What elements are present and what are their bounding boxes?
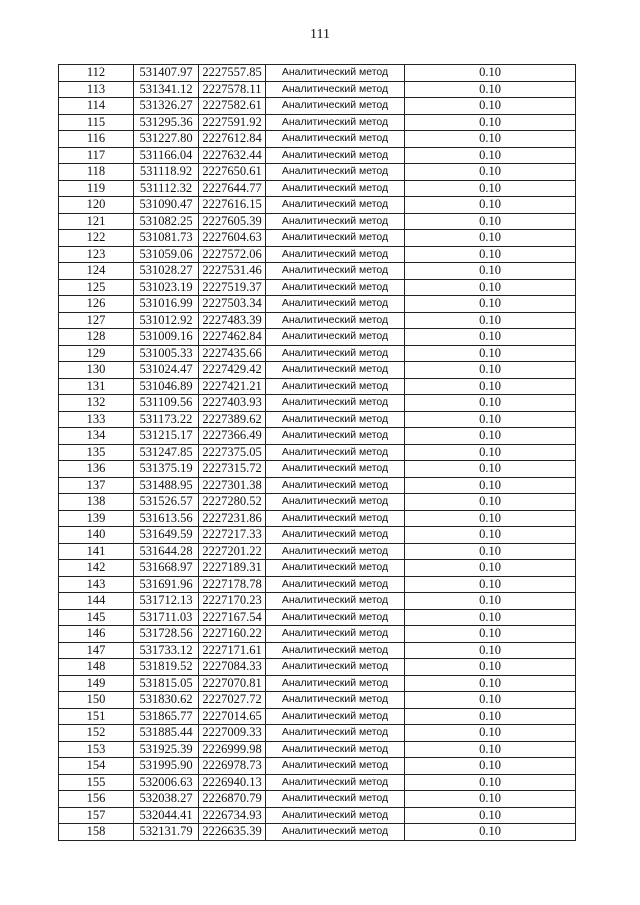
- accuracy-cell: 0.10: [405, 774, 576, 791]
- y-coordinate-cell: 2227027.72: [199, 692, 266, 709]
- point-number-cell: 133: [59, 411, 134, 428]
- x-coordinate-cell: 531649.59: [134, 527, 199, 544]
- point-number-cell: 152: [59, 725, 134, 742]
- y-coordinate-cell: 2227084.33: [199, 659, 266, 676]
- point-number-cell: 117: [59, 147, 134, 164]
- point-number-cell: 158: [59, 824, 134, 841]
- accuracy-cell: 0.10: [405, 296, 576, 313]
- point-number-cell: 118: [59, 164, 134, 181]
- table-row: [59, 197, 576, 214]
- y-coordinate-cell: 2227557.85: [199, 65, 266, 82]
- y-coordinate-cell: 2226870.79: [199, 791, 266, 808]
- point-number-cell: 148: [59, 659, 134, 676]
- x-coordinate-cell: 532044.41: [134, 807, 199, 824]
- accuracy-cell: 0.10: [405, 197, 576, 214]
- method-cell: Аналитический метод: [266, 362, 405, 379]
- method-cell: Аналитический метод: [266, 329, 405, 346]
- method-cell: Аналитический метод: [266, 411, 405, 428]
- accuracy-cell: 0.10: [405, 279, 576, 296]
- accuracy-cell: 0.10: [405, 626, 576, 643]
- table-row: [59, 279, 576, 296]
- y-coordinate-cell: 2227301.38: [199, 477, 266, 494]
- accuracy-cell: 0.10: [405, 230, 576, 247]
- method-cell: Аналитический метод: [266, 65, 405, 82]
- accuracy-cell: 0.10: [405, 791, 576, 808]
- table-row: [59, 428, 576, 445]
- x-coordinate-cell: 531295.36: [134, 114, 199, 131]
- accuracy-cell: 0.10: [405, 98, 576, 115]
- table-row: [59, 692, 576, 709]
- table-row: [59, 642, 576, 659]
- accuracy-cell: 0.10: [405, 114, 576, 131]
- point-number-cell: 155: [59, 774, 134, 791]
- accuracy-cell: 0.10: [405, 692, 576, 709]
- y-coordinate-cell: 2227591.92: [199, 114, 266, 131]
- table-row: [59, 329, 576, 346]
- accuracy-cell: 0.10: [405, 675, 576, 692]
- method-cell: Аналитический метод: [266, 378, 405, 395]
- x-coordinate-cell: 531118.92: [134, 164, 199, 181]
- method-cell: Аналитический метод: [266, 543, 405, 560]
- point-number-cell: 149: [59, 675, 134, 692]
- table-row: [59, 758, 576, 775]
- table-row: [59, 774, 576, 791]
- method-cell: Аналитический метод: [266, 428, 405, 445]
- method-cell: Аналитический метод: [266, 98, 405, 115]
- y-coordinate-cell: 2227572.06: [199, 246, 266, 263]
- point-number-cell: 151: [59, 708, 134, 725]
- accuracy-cell: 0.10: [405, 527, 576, 544]
- y-coordinate-cell: 2226999.98: [199, 741, 266, 758]
- method-cell: Аналитический метод: [266, 675, 405, 692]
- point-number-cell: 115: [59, 114, 134, 131]
- x-coordinate-cell: 531341.12: [134, 81, 199, 98]
- table-row: [59, 246, 576, 263]
- x-coordinate-cell: 531644.28: [134, 543, 199, 560]
- method-cell: Аналитический метод: [266, 477, 405, 494]
- method-cell: Аналитический метод: [266, 461, 405, 478]
- point-number-cell: 131: [59, 378, 134, 395]
- accuracy-cell: 0.10: [405, 461, 576, 478]
- accuracy-cell: 0.10: [405, 824, 576, 841]
- y-coordinate-cell: 2226635.39: [199, 824, 266, 841]
- method-cell: Аналитический метод: [266, 444, 405, 461]
- y-coordinate-cell: 2227231.86: [199, 510, 266, 527]
- point-number-cell: 132: [59, 395, 134, 412]
- table-row: [59, 560, 576, 577]
- accuracy-cell: 0.10: [405, 395, 576, 412]
- point-number-cell: 124: [59, 263, 134, 280]
- x-coordinate-cell: 531925.39: [134, 741, 199, 758]
- x-coordinate-cell: 531407.97: [134, 65, 199, 82]
- method-cell: Аналитический метод: [266, 494, 405, 511]
- method-cell: Аналитический метод: [266, 395, 405, 412]
- method-cell: Аналитический метод: [266, 725, 405, 742]
- method-cell: Аналитический метод: [266, 576, 405, 593]
- method-cell: Аналитический метод: [266, 659, 405, 676]
- x-coordinate-cell: 531885.44: [134, 725, 199, 742]
- point-number-cell: 142: [59, 560, 134, 577]
- table-row: [59, 131, 576, 148]
- x-coordinate-cell: 531028.27: [134, 263, 199, 280]
- point-number-cell: 153: [59, 741, 134, 758]
- accuracy-cell: 0.10: [405, 642, 576, 659]
- x-coordinate-cell: 531109.56: [134, 395, 199, 412]
- accuracy-cell: 0.10: [405, 741, 576, 758]
- y-coordinate-cell: 2227167.54: [199, 609, 266, 626]
- point-number-cell: 122: [59, 230, 134, 247]
- point-number-cell: 123: [59, 246, 134, 263]
- y-coordinate-cell: 2227160.22: [199, 626, 266, 643]
- accuracy-cell: 0.10: [405, 263, 576, 280]
- point-number-cell: 125: [59, 279, 134, 296]
- table-row: [59, 444, 576, 461]
- y-coordinate-cell: 2227009.33: [199, 725, 266, 742]
- accuracy-cell: 0.10: [405, 807, 576, 824]
- accuracy-cell: 0.10: [405, 659, 576, 676]
- table-row: [59, 180, 576, 197]
- x-coordinate-cell: 531865.77: [134, 708, 199, 725]
- y-coordinate-cell: 2227201.22: [199, 543, 266, 560]
- y-coordinate-cell: 2227531.46: [199, 263, 266, 280]
- x-coordinate-cell: 531005.33: [134, 345, 199, 362]
- y-coordinate-cell: 2226734.93: [199, 807, 266, 824]
- table-row: [59, 378, 576, 395]
- x-coordinate-cell: 531830.62: [134, 692, 199, 709]
- table-row: [59, 296, 576, 313]
- x-coordinate-cell: 531488.95: [134, 477, 199, 494]
- y-coordinate-cell: 2226978.73: [199, 758, 266, 775]
- accuracy-cell: 0.10: [405, 131, 576, 148]
- x-coordinate-cell: 531016.99: [134, 296, 199, 313]
- y-coordinate-cell: 2227605.39: [199, 213, 266, 230]
- table-row: [59, 543, 576, 560]
- x-coordinate-cell: 531668.97: [134, 560, 199, 577]
- table-row: [59, 626, 576, 643]
- y-coordinate-cell: 2227462.84: [199, 329, 266, 346]
- table-row: [59, 708, 576, 725]
- method-cell: Аналитический метод: [266, 246, 405, 263]
- point-number-cell: 120: [59, 197, 134, 214]
- table-row: [59, 477, 576, 494]
- method-cell: Аналитический метод: [266, 774, 405, 791]
- x-coordinate-cell: 531082.25: [134, 213, 199, 230]
- method-cell: Аналитический метод: [266, 527, 405, 544]
- method-cell: Аналитический метод: [266, 758, 405, 775]
- y-coordinate-cell: 2227632.44: [199, 147, 266, 164]
- point-number-cell: 156: [59, 791, 134, 808]
- y-coordinate-cell: 2227070.81: [199, 675, 266, 692]
- accuracy-cell: 0.10: [405, 510, 576, 527]
- x-coordinate-cell: 531012.92: [134, 312, 199, 329]
- point-number-cell: 138: [59, 494, 134, 511]
- method-cell: Аналитический метод: [266, 81, 405, 98]
- accuracy-cell: 0.10: [405, 725, 576, 742]
- accuracy-cell: 0.10: [405, 312, 576, 329]
- y-coordinate-cell: 2227178.78: [199, 576, 266, 593]
- method-cell: Аналитический метод: [266, 593, 405, 610]
- table-row: [59, 494, 576, 511]
- accuracy-cell: 0.10: [405, 428, 576, 445]
- table-row: [59, 312, 576, 329]
- y-coordinate-cell: 2227375.05: [199, 444, 266, 461]
- accuracy-cell: 0.10: [405, 81, 576, 98]
- accuracy-cell: 0.10: [405, 560, 576, 577]
- y-coordinate-cell: 2226940.13: [199, 774, 266, 791]
- method-cell: Аналитический метод: [266, 131, 405, 148]
- method-cell: Аналитический метод: [266, 626, 405, 643]
- x-coordinate-cell: 531819.52: [134, 659, 199, 676]
- point-number-cell: 144: [59, 593, 134, 610]
- x-coordinate-cell: 531215.17: [134, 428, 199, 445]
- point-number-cell: 150: [59, 692, 134, 709]
- x-coordinate-cell: 531712.13: [134, 593, 199, 610]
- table-row: [59, 576, 576, 593]
- y-coordinate-cell: 2227421.21: [199, 378, 266, 395]
- x-coordinate-cell: 532131.79: [134, 824, 199, 841]
- y-coordinate-cell: 2227578.11: [199, 81, 266, 98]
- method-cell: Аналитический метод: [266, 279, 405, 296]
- table-row: [59, 824, 576, 841]
- y-coordinate-cell: 2227366.49: [199, 428, 266, 445]
- point-number-cell: 137: [59, 477, 134, 494]
- method-cell: Аналитический метод: [266, 692, 405, 709]
- accuracy-cell: 0.10: [405, 213, 576, 230]
- table-row: [59, 510, 576, 527]
- table-row: [59, 164, 576, 181]
- accuracy-cell: 0.10: [405, 444, 576, 461]
- y-coordinate-cell: 2227429.42: [199, 362, 266, 379]
- y-coordinate-cell: 2227582.61: [199, 98, 266, 115]
- method-cell: Аналитический метод: [266, 510, 405, 527]
- point-number-cell: 126: [59, 296, 134, 313]
- x-coordinate-cell: 531728.56: [134, 626, 199, 643]
- accuracy-cell: 0.10: [405, 609, 576, 626]
- y-coordinate-cell: 2227171.61: [199, 642, 266, 659]
- point-number-cell: 116: [59, 131, 134, 148]
- method-cell: Аналитический метод: [266, 296, 405, 313]
- table-row: [59, 461, 576, 478]
- point-number-cell: 136: [59, 461, 134, 478]
- table-row: [59, 395, 576, 412]
- point-number-cell: 141: [59, 543, 134, 560]
- x-coordinate-cell: 531046.89: [134, 378, 199, 395]
- method-cell: Аналитический метод: [266, 164, 405, 181]
- method-cell: Аналитический метод: [266, 791, 405, 808]
- y-coordinate-cell: 2227170.23: [199, 593, 266, 610]
- method-cell: Аналитический метод: [266, 824, 405, 841]
- method-cell: Аналитический метод: [266, 560, 405, 577]
- accuracy-cell: 0.10: [405, 708, 576, 725]
- x-coordinate-cell: 531023.19: [134, 279, 199, 296]
- point-number-cell: 145: [59, 609, 134, 626]
- method-cell: Аналитический метод: [266, 230, 405, 247]
- point-number-cell: 129: [59, 345, 134, 362]
- point-number-cell: 134: [59, 428, 134, 445]
- point-number-cell: 157: [59, 807, 134, 824]
- x-coordinate-cell: 531995.90: [134, 758, 199, 775]
- accuracy-cell: 0.10: [405, 494, 576, 511]
- x-coordinate-cell: 531166.04: [134, 147, 199, 164]
- accuracy-cell: 0.10: [405, 329, 576, 346]
- point-number-cell: 154: [59, 758, 134, 775]
- x-coordinate-cell: 531733.12: [134, 642, 199, 659]
- x-coordinate-cell: 531009.16: [134, 329, 199, 346]
- accuracy-cell: 0.10: [405, 180, 576, 197]
- point-number-cell: 112: [59, 65, 134, 82]
- x-coordinate-cell: 531227.80: [134, 131, 199, 148]
- y-coordinate-cell: 2227189.31: [199, 560, 266, 577]
- y-coordinate-cell: 2227616.15: [199, 197, 266, 214]
- accuracy-cell: 0.10: [405, 65, 576, 82]
- table-row: [59, 213, 576, 230]
- x-coordinate-cell: 531173.22: [134, 411, 199, 428]
- y-coordinate-cell: 2227483.39: [199, 312, 266, 329]
- table-row: [59, 65, 576, 82]
- table-row: [59, 114, 576, 131]
- accuracy-cell: 0.10: [405, 477, 576, 494]
- method-cell: Аналитический метод: [266, 213, 405, 230]
- table-row: [59, 659, 576, 676]
- x-coordinate-cell: 531112.32: [134, 180, 199, 197]
- point-number-cell: 143: [59, 576, 134, 593]
- y-coordinate-cell: 2227644.77: [199, 180, 266, 197]
- method-cell: Аналитический метод: [266, 807, 405, 824]
- table-row: [59, 609, 576, 626]
- x-coordinate-cell: 531326.27: [134, 98, 199, 115]
- point-number-cell: 130: [59, 362, 134, 379]
- table-row: [59, 527, 576, 544]
- accuracy-cell: 0.10: [405, 362, 576, 379]
- method-cell: Аналитический метод: [266, 263, 405, 280]
- coordinates-table: [58, 64, 576, 841]
- method-cell: Аналитический метод: [266, 312, 405, 329]
- accuracy-cell: 0.10: [405, 576, 576, 593]
- y-coordinate-cell: 2227014.65: [199, 708, 266, 725]
- table-row: [59, 807, 576, 824]
- point-number-cell: 146: [59, 626, 134, 643]
- y-coordinate-cell: 2227315.72: [199, 461, 266, 478]
- table-row: [59, 725, 576, 742]
- x-coordinate-cell: 531613.56: [134, 510, 199, 527]
- table-row: [59, 362, 576, 379]
- point-number-cell: 119: [59, 180, 134, 197]
- y-coordinate-cell: 2227519.37: [199, 279, 266, 296]
- point-number-cell: 140: [59, 527, 134, 544]
- x-coordinate-cell: 531090.47: [134, 197, 199, 214]
- method-cell: Аналитический метод: [266, 114, 405, 131]
- x-coordinate-cell: 531081.73: [134, 230, 199, 247]
- x-coordinate-cell: 531024.47: [134, 362, 199, 379]
- y-coordinate-cell: 2227389.62: [199, 411, 266, 428]
- method-cell: Аналитический метод: [266, 708, 405, 725]
- accuracy-cell: 0.10: [405, 593, 576, 610]
- point-number-cell: 114: [59, 98, 134, 115]
- point-number-cell: 113: [59, 81, 134, 98]
- method-cell: Аналитический метод: [266, 642, 405, 659]
- accuracy-cell: 0.10: [405, 758, 576, 775]
- accuracy-cell: 0.10: [405, 164, 576, 181]
- method-cell: Аналитический метод: [266, 741, 405, 758]
- method-cell: Аналитический метод: [266, 197, 405, 214]
- x-coordinate-cell: 531059.06: [134, 246, 199, 263]
- point-number-cell: 147: [59, 642, 134, 659]
- x-coordinate-cell: 531711.03: [134, 609, 199, 626]
- coordinates-table-body: [59, 65, 576, 841]
- accuracy-cell: 0.10: [405, 543, 576, 560]
- point-number-cell: 121: [59, 213, 134, 230]
- y-coordinate-cell: 2227650.61: [199, 164, 266, 181]
- y-coordinate-cell: 2227435.66: [199, 345, 266, 362]
- y-coordinate-cell: 2227217.33: [199, 527, 266, 544]
- method-cell: Аналитический метод: [266, 345, 405, 362]
- table-row: [59, 98, 576, 115]
- y-coordinate-cell: 2227604.63: [199, 230, 266, 247]
- point-number-cell: 127: [59, 312, 134, 329]
- y-coordinate-cell: 2227403.93: [199, 395, 266, 412]
- point-number-cell: 139: [59, 510, 134, 527]
- table-row: [59, 147, 576, 164]
- x-coordinate-cell: 531815.05: [134, 675, 199, 692]
- point-number-cell: 135: [59, 444, 134, 461]
- method-cell: Аналитический метод: [266, 609, 405, 626]
- y-coordinate-cell: 2227612.84: [199, 131, 266, 148]
- table-row: [59, 263, 576, 280]
- accuracy-cell: 0.10: [405, 345, 576, 362]
- x-coordinate-cell: 531526.57: [134, 494, 199, 511]
- x-coordinate-cell: 531247.85: [134, 444, 199, 461]
- table-row: [59, 411, 576, 428]
- y-coordinate-cell: 2227280.52: [199, 494, 266, 511]
- table-row: [59, 741, 576, 758]
- accuracy-cell: 0.10: [405, 378, 576, 395]
- table-row: [59, 345, 576, 362]
- page-number: 111: [310, 27, 330, 42]
- x-coordinate-cell: 531691.96: [134, 576, 199, 593]
- x-coordinate-cell: 532038.27: [134, 791, 199, 808]
- table-row: [59, 791, 576, 808]
- table-row: [59, 675, 576, 692]
- x-coordinate-cell: 531375.19: [134, 461, 199, 478]
- accuracy-cell: 0.10: [405, 147, 576, 164]
- y-coordinate-cell: 2227503.34: [199, 296, 266, 313]
- x-coordinate-cell: 532006.63: [134, 774, 199, 791]
- point-number-cell: 128: [59, 329, 134, 346]
- table-row: [59, 81, 576, 98]
- method-cell: Аналитический метод: [266, 180, 405, 197]
- table-row: [59, 593, 576, 610]
- table-row: [59, 230, 576, 247]
- accuracy-cell: 0.10: [405, 246, 576, 263]
- accuracy-cell: 0.10: [405, 411, 576, 428]
- method-cell: Аналитический метод: [266, 147, 405, 164]
